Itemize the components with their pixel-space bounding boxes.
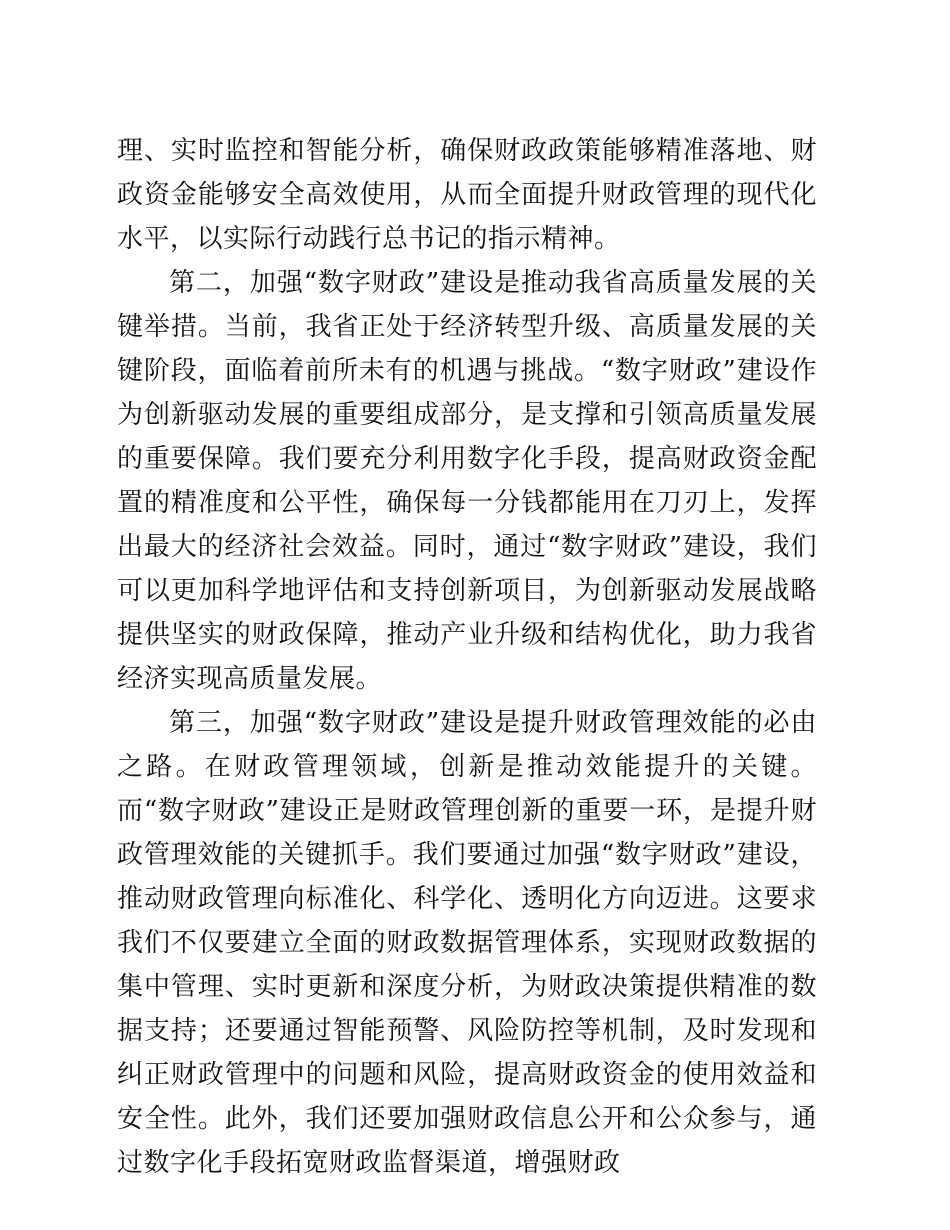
paragraph-second-point: 第二，加强“数字财政”建设是推动我省高质量发展的关键举措。当前，我省正处于经济转型升级、高质量发展的关键阶段，面临着前所未有的机遇与挑战。“数字财政”建设作为创新驱动发展的重要组成部分，是支撑和引领高质量发展的重要保障。我们要充分利用数字化手段，提高财政资金配置的精准度和公平性，确保每一分钱都能用在刀刃上，发挥出最大的经济社会效益。同时，通过“数字财政”建设，我们可以更加科学地评估和支持创新项目，为创新驱动发展战略提供坚实的财政保障，推动产业升级和结构优化，助力我省经济实现高质量发展。 <box>117 268 817 694</box>
paragraph-third-point: 第三，加强“数字财政”建设是提升财政管理效能的必由之路。在财政管理领域，创新是推动效能提升的关键。而“数字财政”建设正是财政管理创新的重要一环，是提升财政管理效能的关键抓手。我们要通过加强“数字财政”建设，推动财政管理向标准化、科学化、透明化方向迈进。这要求我们不仅要建立全面的财政数据管理体系，实现财政数据的集中管理、实时更新和深度分析，为财政决策提供精准的数据支持；还要通过智能预警、风险防控等机制，及时发现和纠正财政管理中的问题和风险，提高财政资金的使用效益和安全性。此外，我们还要加强财政信息公开和公众参与，通过数字化手段拓宽财政监督渠道，增强财政 <box>117 708 817 1178</box>
paragraph-continuation: 理、实时监控和智能分析，确保财政政策能够精准落地、财政资金能够安全高效使用，从而全面提升财政管理的现代化水平，以实际行动践行总书记的指示精神。 <box>117 136 817 254</box>
document-body <box>117 129 817 1185</box>
